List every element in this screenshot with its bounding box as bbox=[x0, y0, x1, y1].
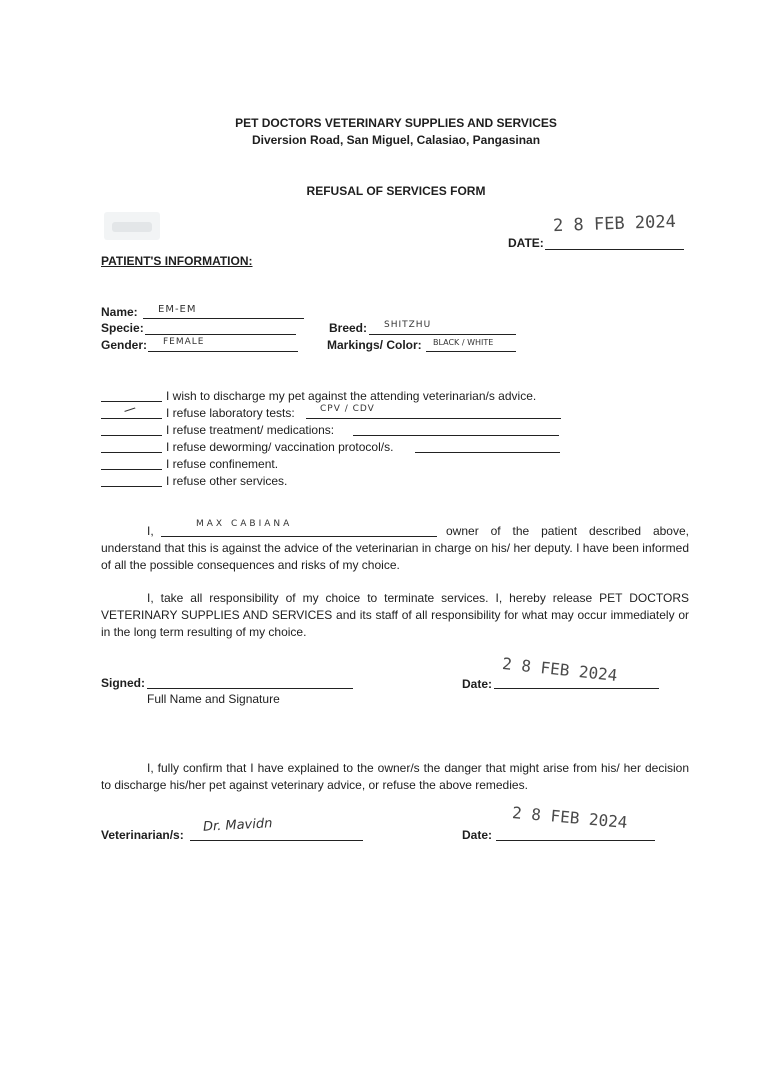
breed-label: Breed: bbox=[329, 321, 368, 335]
option-mark: / bbox=[122, 403, 138, 418]
vet-line bbox=[190, 840, 363, 841]
markings-label: Markings/ Color: bbox=[327, 338, 422, 352]
owner-name-line bbox=[161, 536, 437, 537]
signature-date-line bbox=[494, 688, 659, 689]
gender-value: FEMALE bbox=[163, 337, 205, 347]
option-detail: CPV / CDV bbox=[320, 404, 375, 414]
name-label: Name: bbox=[101, 305, 138, 319]
company-address: Diversion Road, San Miguel, Calasiao, Pangasinan bbox=[251, 133, 541, 147]
patient-section-title: PATIENT'S INFORMATION: bbox=[101, 254, 253, 268]
option-blank[interactable] bbox=[101, 469, 162, 470]
signature-caption: Full Name and Signature bbox=[147, 692, 280, 706]
owner-suffix: owner of the patient described above, bbox=[446, 524, 689, 538]
date-line bbox=[545, 249, 684, 250]
name-value: EM-EM bbox=[158, 304, 197, 315]
option-detail-line bbox=[353, 435, 559, 436]
option-blank[interactable] bbox=[101, 486, 162, 487]
option-text: I refuse laboratory tests: bbox=[166, 406, 295, 420]
markings-line bbox=[426, 351, 516, 352]
date-label: DATE: bbox=[508, 236, 544, 250]
option-blank[interactable] bbox=[101, 401, 162, 402]
vet-date-line bbox=[496, 840, 655, 841]
vet-signature: Dr. Mavidn bbox=[202, 816, 273, 835]
option-text: I refuse confinement. bbox=[166, 457, 279, 471]
vet-label: Veterinarian/s: bbox=[101, 828, 184, 842]
company-name: PET DOCTORS VETERINARY SUPPLIES AND SERVICES bbox=[235, 116, 557, 130]
specie-line bbox=[145, 334, 296, 335]
paragraph-3: I, fully confirm that I have explained to the owner/s the danger that might arise from his/ her decision to discharge his/her pet against veterinary advice, or refuse the above remedies. bbox=[101, 761, 689, 792]
form-title: REFUSAL OF SERVICES FORM bbox=[306, 184, 486, 198]
option-blank[interactable] bbox=[101, 418, 162, 419]
option-detail-line bbox=[415, 452, 560, 453]
option-blank[interactable] bbox=[101, 435, 162, 436]
option-blank[interactable] bbox=[101, 452, 162, 453]
signature-date-stamp: 2 8 FEB 2024 bbox=[501, 654, 619, 685]
option-text: I wish to discharge my pet against the attending veterinarian/s advice. bbox=[166, 389, 537, 403]
paragraph-1-body: understand that this is against the advice of the veterinarian in charge on his/ her deputy. I have been informed of all the possible consequences and risks of my choice. bbox=[101, 541, 689, 572]
gender-label: Gender: bbox=[101, 338, 148, 352]
owner-name: MAX CABIANA bbox=[196, 519, 293, 529]
option-text: I refuse other services. bbox=[166, 474, 288, 488]
gender-line bbox=[148, 351, 298, 352]
markings-value: BLACK / WHITE bbox=[433, 338, 494, 347]
paragraph-2: I, take all responsibility of my choice to terminate services. I, hereby release PET DOCTORS VETERINARY SUPPLIES AND SERVICES and its staff of all responsibility for what may occur immediately or in the long term resulting of my choice. bbox=[101, 591, 689, 639]
breed-value: SHITZHU bbox=[384, 320, 432, 330]
option-text: I refuse deworming/ vaccination protocol/s. bbox=[166, 440, 394, 454]
signed-label: Signed: bbox=[101, 676, 145, 690]
date-stamp: 2 8 FEB 2024 bbox=[552, 211, 677, 237]
signature-date-label: Date: bbox=[462, 677, 493, 691]
name-line bbox=[143, 318, 304, 319]
specie-label: Specie: bbox=[101, 321, 144, 335]
option-detail-line bbox=[306, 418, 561, 419]
signature-line bbox=[147, 688, 353, 689]
option-text: I refuse treatment/ medications: bbox=[166, 423, 335, 437]
breed-line bbox=[369, 334, 516, 335]
vet-date-label: Date: bbox=[462, 828, 493, 842]
owner-prefix: I, bbox=[147, 524, 154, 538]
vet-date-stamp: 2 8 FEB 2024 bbox=[511, 802, 629, 833]
scan-smudge bbox=[112, 222, 152, 232]
